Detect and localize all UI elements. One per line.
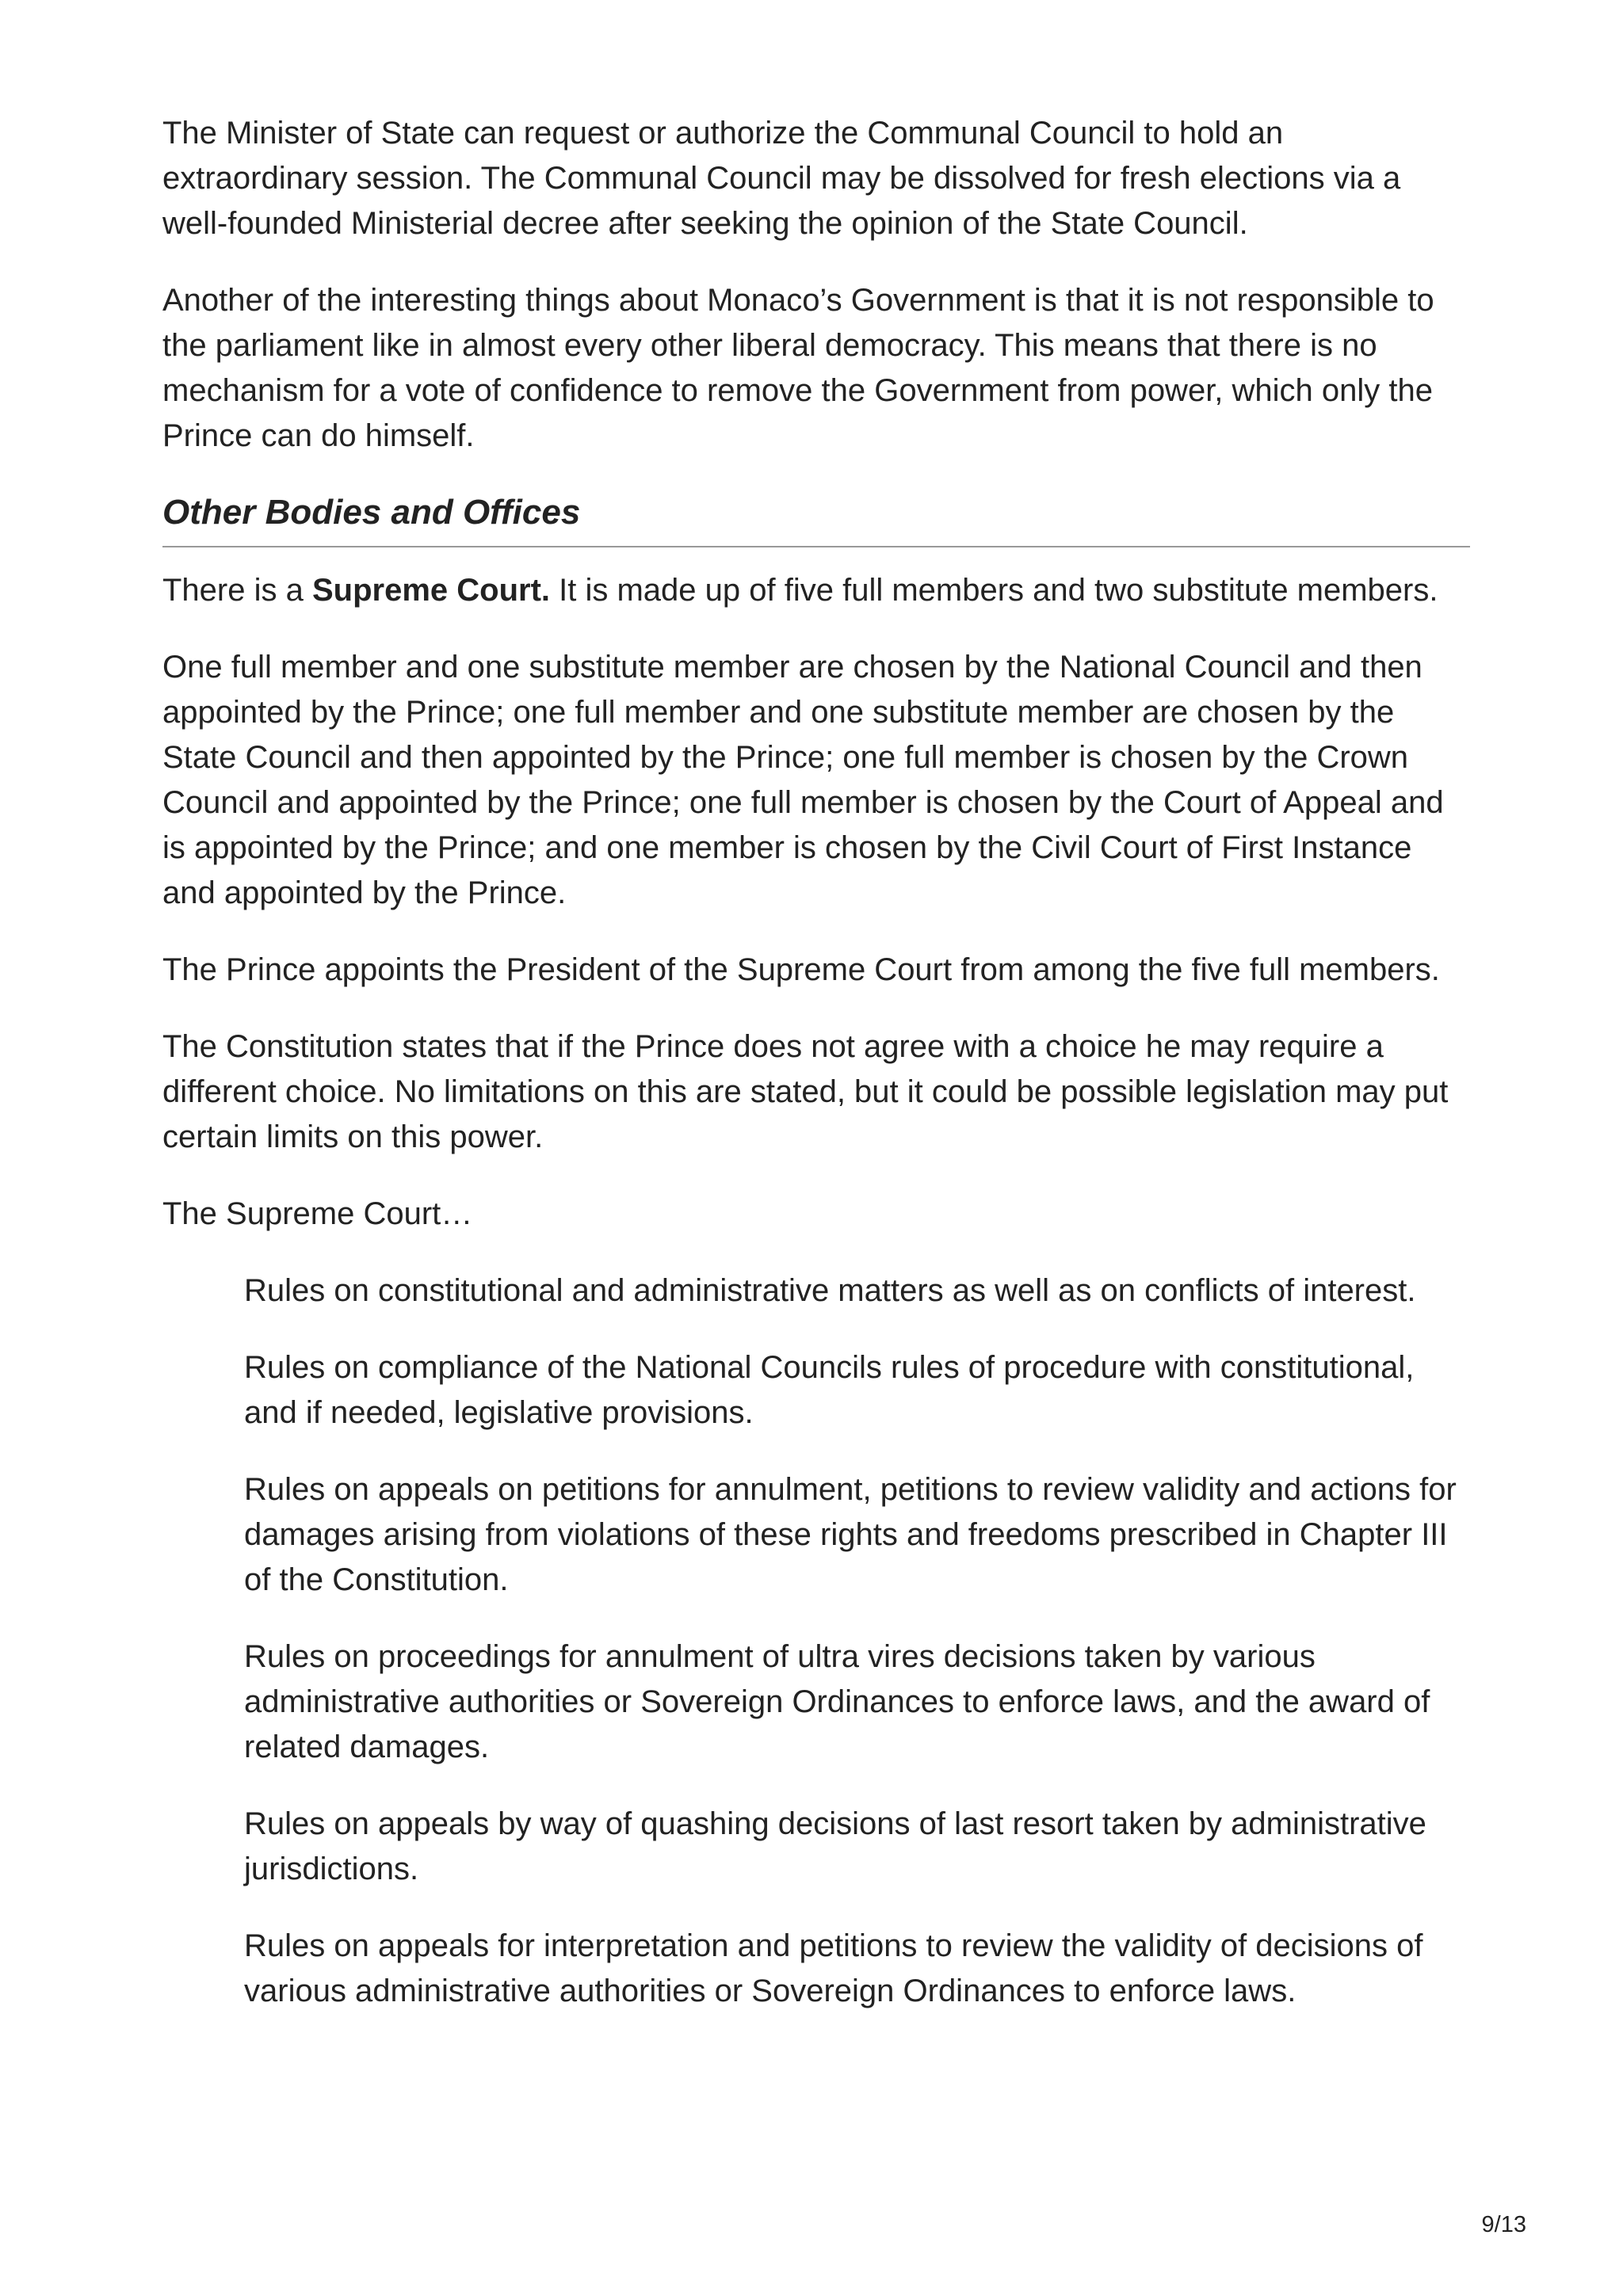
rule-item: Rules on compliance of the National Councils rules of procedure with constitutional, and if needed, legislative provisions. <box>244 1350 1415 1430</box>
paragraph-supreme-court-intro <box>162 568 1470 613</box>
paragraph-communal-council: The Minister of State can request or authorize the Communal Council to hold an extraordinary session. The Communal Council may be dissolved for fresh elections via a well-founded Ministerial decree after seeking the opinion of the State Council. <box>162 116 1401 241</box>
intro-prefix: There is a <box>162 573 312 608</box>
rule-item: Rules on constitutional and administrative matters as well as on conflicts of interest. <box>244 1273 1416 1308</box>
rule-item: Rules on appeals on petitions for annulment, petitions to review validity and actions for damages arising from violations of these rights and freedoms prescribed in Chapter III of the Constitution. <box>244 1472 1457 1597</box>
rule-item: Rules on appeals for interpretation and petitions to review the validity of decisions of various administrative authorities or Sovereign Ordinances to enforce laws. <box>244 1928 1423 2008</box>
page-number: 9/13 <box>1481 2212 1526 2237</box>
rules-list <box>162 1268 1470 2014</box>
rule-item: Rules on appeals by way of quashing decisions of last resort taken by administrative jurisdictions. <box>244 1806 1426 1886</box>
document-body <box>162 111 1470 2046</box>
paragraph-constitution-choice: The Constitution states that if the Prince does not agree with a choice he may require a different choice. No limitations on this are stated, but it could be possible legislation may put certain limits on this power. <box>162 1029 1449 1154</box>
paragraph-supreme-court-lead: The Supreme Court… <box>162 1196 473 1231</box>
paragraph-member-selection: One full member and one substitute member are chosen by the National Council and then appointed by the Prince; one full member and one substitute member are chosen by the State Council and then appointed by the Prince; one full member is chosen by the Crown Council and appointed by the Prince; one full member is chosen by the Court of Appeal and is appointed by the Prince; and one member is chosen by the Civil Court of First Instance and appointed by the Prince. <box>162 650 1444 910</box>
intro-bold-term: Supreme Court. <box>311 573 551 608</box>
paragraph-president-appointment: The Prince appoints the President of the Supreme Court from among the five full members. <box>162 952 1440 987</box>
section-heading: Other Bodies and Offices <box>162 490 1470 547</box>
intro-suffix: It is made up of five full members and two substitute members. <box>550 573 1438 608</box>
paragraph-government-responsibility: Another of the interesting things about Monaco’s Government is that it is not responsible to the parliament like in almost every other liberal democracy. This means that there is no mechanism for a vote of confidence to remove the Government from power, which only the Prince can do himself. <box>162 283 1434 453</box>
rule-item: Rules on proceedings for annulment of ultra vires decisions taken by various administrative authorities or Sovereign Ordinances to enforce laws, and the award of related damages. <box>244 1639 1430 1764</box>
